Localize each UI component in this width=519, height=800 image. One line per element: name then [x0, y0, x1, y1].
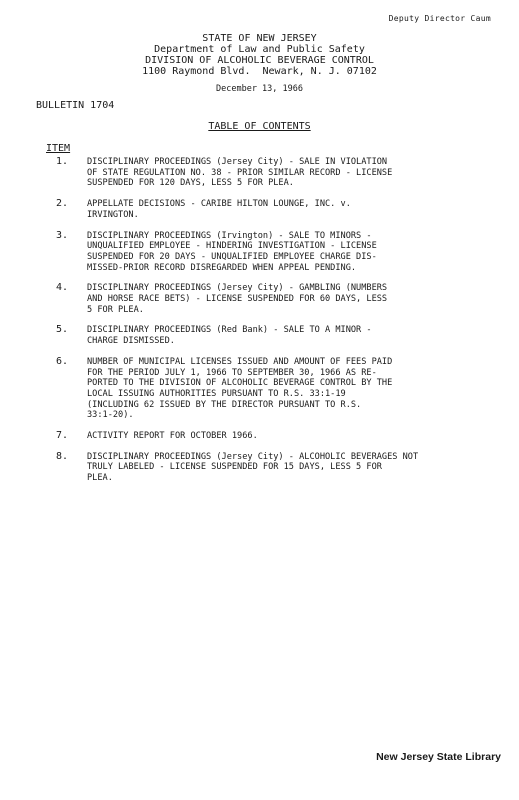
entry-text: NUMBER OF MUNICIPAL LICENSES ISSUED AND AMOUNT OF FEES PAID FOR THE PERIOD JULY 1, 1966 TO SEPTEMBER 30, 1966 AS RE- PORTED TO THE DIVISION OF ALCOHOLIC BEVERAGE CONTROL BY THE LOCAL ISSUING AUTHORITIES PURSUANT TO R.S. 33:1-19 (INCLUDING 62 ISSUED BY THE DIRECTOR PURSUANT TO R.S. 33:1-20).	[87, 356, 393, 421]
toc-entry	[56, 199, 466, 220]
toc-list	[56, 157, 466, 494]
header-department: Department of Law and Public Safety	[154, 44, 365, 55]
bulletin-number: BULLETIN 1704	[36, 100, 115, 111]
entry-number: 8.	[56, 450, 69, 462]
toc-entry	[56, 325, 466, 346]
entry-number: 4.	[56, 282, 69, 294]
entry-number: 3.	[56, 229, 69, 241]
toc-entry	[56, 157, 466, 189]
entry-number: 2.	[56, 198, 69, 210]
entry-number: 6.	[56, 355, 69, 367]
entry-text: APPELLATE DECISIONS - CARIBE HILTON LOUNGE, INC. v. IRVINGTON.	[87, 199, 351, 220]
toc-entry	[56, 231, 466, 274]
entry-text: DISCIPLINARY PROCEEDINGS (Irvington) - SALE TO MINORS - UNQUALIFIED EMPLOYEE - HINDERING INVESTIGATION - LICENSE SUSPENDED FOR 20 DAYS - UNQUALIFIED EMPLOYEE CHARGE DIS- MISSED-PRIOR RECORD DISREGARDED WHEN APPEAL PENDING.	[87, 230, 377, 273]
entry-number: 5.	[56, 324, 69, 336]
header-address: 1100 Raymond Blvd. Newark, N. J. 07102	[142, 66, 377, 77]
entry-text: DISCIPLINARY PROCEEDINGS (Jersey City) - ALCOHOLIC BEVERAGES NOT TRULY LABELED - LICENSE SUSPENDED FOR 15 DAYS, LESS 5 FOR PLEA.	[87, 451, 419, 484]
entry-number: 7.	[56, 430, 69, 442]
entry-number: 1.	[56, 156, 69, 167]
toc-entry	[56, 452, 466, 484]
header-date: December 13, 1966	[216, 84, 303, 94]
header-division: DIVISION OF ALCOHOLIC BEVERAGE CONTROL	[145, 55, 374, 66]
corner-note: Deputy Director Caum	[388, 14, 491, 23]
entry-text: ACTIVITY REPORT FOR OCTOBER 1966.	[87, 431, 258, 442]
toc-entry	[56, 431, 466, 442]
toc-entry	[56, 357, 466, 421]
header-state: STATE OF NEW JERSEY	[202, 33, 317, 44]
item-header: ITEM	[46, 143, 71, 154]
entry-text: DISCIPLINARY PROCEEDINGS (Jersey City) - GAMBLING (NUMBERS AND HORSE RACE BETS) - LICENSE SUSPENDED FOR 60 DAYS, LESS 5 FOR PLEA.	[87, 283, 388, 315]
toc-title: TABLE OF CONTENTS	[208, 121, 311, 132]
entry-text: DISCIPLINARY PROCEEDINGS (Red Bank) - SALE TO A MINOR - CHARGE DISMISSED.	[87, 325, 372, 347]
entry-text: DISCIPLINARY PROCEEDINGS (Jersey City) - SALE IN VIOLATION OF STATE REGULATION NO. 38 - PRIOR SIMILAR RECORD - LICENSE SUSPENDED FOR 120 DAYS, LESS 5 FOR PLEA.	[87, 157, 393, 189]
library-stamp: New Jersey State Library	[376, 751, 501, 763]
toc-entry	[56, 283, 466, 315]
